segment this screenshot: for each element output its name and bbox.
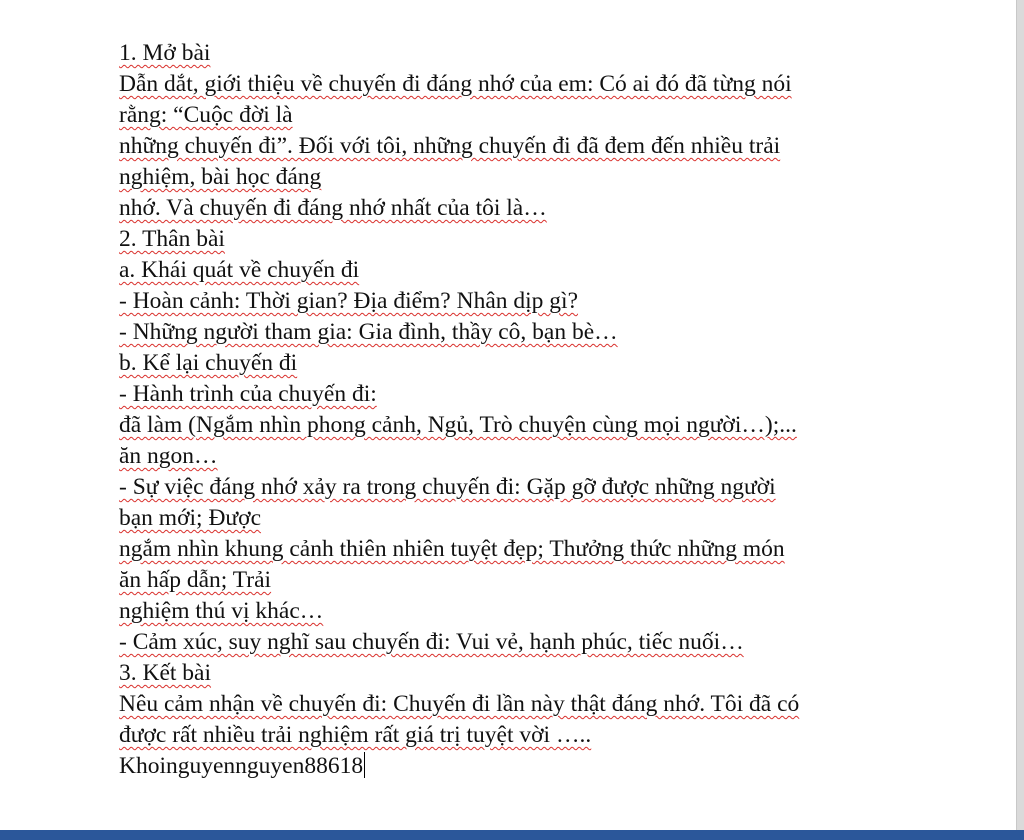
bullet-line: - Cảm xúc, suy nghĩ sau chuyến đi: Vui vẻ, hạnh phúc, tiếc nuối… <box>119 629 744 655</box>
bullet-line: - Hoàn cảnh: Thời gian? Địa điểm? Nhân dịp gì? <box>119 288 579 314</box>
paragraph-line: nghiệm, bài học đáng <box>119 164 322 190</box>
window-right-edge <box>1016 0 1024 830</box>
bullet-line: - Hành trình của chuyến đi: <box>119 381 377 407</box>
bullet-line: - Những người tham gia: Gia đình, thầy cô, bạn bè… <box>119 319 618 345</box>
paragraph-line: bạn mới; Được <box>119 505 262 531</box>
author-signature: Khoinguyennguyen88618 <box>119 753 364 779</box>
heading-conclusion: 3. Kết bài <box>119 660 212 686</box>
paragraph-line: nhớ. Và chuyến đi đáng nhớ nhất của tôi là… <box>119 195 547 221</box>
paragraph-line: ăn hấp dẫn; Trải <box>119 567 272 593</box>
status-bar <box>0 830 1024 840</box>
document-body[interactable] <box>119 38 899 782</box>
paragraph-line: được rất nhiều trải nghiệm rất giá trị tuyệt vời ….. <box>119 722 592 748</box>
subheading-overview: a. Khái quát về chuyến đi <box>119 257 360 283</box>
paragraph-line: nghiệm thú vị khác… <box>119 598 324 624</box>
paragraph-line: ngắm nhìn khung cảnh thiên nhiên tuyệt đẹp; Thưởng thức những món <box>119 536 785 562</box>
heading-intro: 1. Mở bài <box>119 40 211 66</box>
paragraph-line: Nêu cảm nhận về chuyến đi: Chuyến đi lần này thật đáng nhớ. Tôi đã có <box>119 691 800 717</box>
text-cursor <box>364 752 365 778</box>
paragraph-line: Dẫn dắt, giới thiệu về chuyến đi đáng nhớ của em: Có ai đó đã từng nói <box>119 71 792 97</box>
paragraph-line: đã làm (Ngắm nhìn phong cảnh, Ngủ, Trò chuyện cùng mọi người…);... <box>119 412 797 438</box>
paragraph-line: ăn ngon… <box>119 443 218 469</box>
paragraph-line: những chuyến đi”. Đối với tôi, những chuyến đi đã đem đến nhiều trải <box>119 133 781 159</box>
paragraph-line: rằng: “Cuộc đời là <box>119 102 293 128</box>
heading-body: 2. Thân bài <box>119 226 225 252</box>
subheading-narration: b. Kể lại chuyến đi <box>119 350 298 376</box>
bullet-line: - Sự việc đáng nhớ xảy ra trong chuyến đi: Gặp gỡ được những người <box>119 474 776 500</box>
